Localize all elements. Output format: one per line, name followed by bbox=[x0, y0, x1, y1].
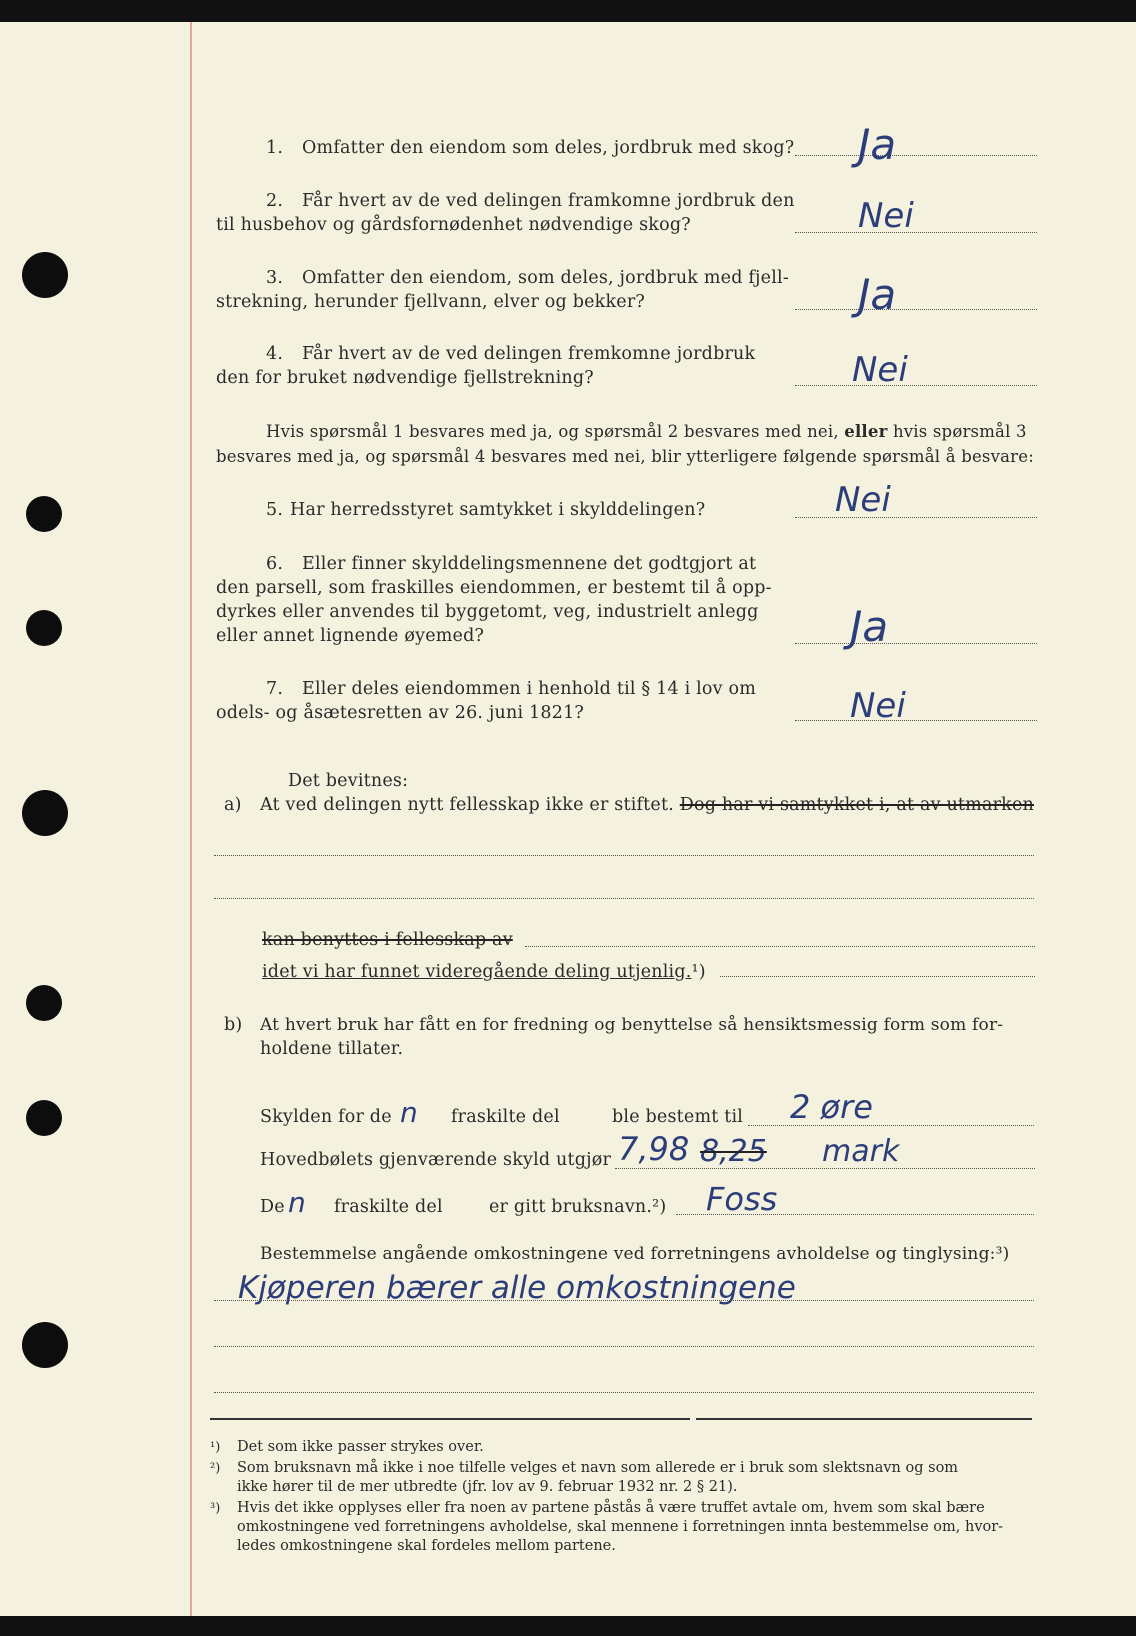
punch-hole bbox=[22, 790, 68, 836]
blank-line bbox=[214, 855, 1034, 856]
item-text: At ved delingen nytt fellesskap ikke er stiftet. bbox=[260, 795, 674, 815]
answer-handwritten: Nei bbox=[852, 350, 908, 390]
answer-line bbox=[795, 232, 1037, 233]
handwritten-value: Kjøperen bærer alle omkostningene bbox=[238, 1270, 796, 1306]
question-text: strekning, herunder fjellvann, elver og bekker? bbox=[216, 292, 645, 312]
condition-text: hvis spørsmål 3 bbox=[892, 422, 1027, 441]
question-number: 6. bbox=[266, 554, 284, 574]
answer-line bbox=[795, 643, 1037, 644]
footnote-text: Som bruksnavn må ikke i noe tilfelle velges et navn som allerede er i bruk som slektsnavn og som bbox=[237, 1460, 959, 1476]
scan-top-border bbox=[0, 0, 1136, 22]
question-number: 5. bbox=[266, 500, 284, 520]
handwritten-struck: 8,25 bbox=[700, 1134, 767, 1169]
field-label: Skylden for de bbox=[260, 1107, 392, 1127]
footnote-number: ²) bbox=[210, 1461, 221, 1476]
answer-line bbox=[676, 1214, 1034, 1215]
item-text: holdene tillater. bbox=[260, 1039, 404, 1059]
blank-line bbox=[214, 1392, 1034, 1393]
handwritten-value: 7,98 bbox=[618, 1130, 690, 1168]
question-number: 2. bbox=[266, 191, 284, 211]
scan-bottom-border bbox=[0, 1616, 1136, 1636]
answer-line bbox=[795, 155, 1037, 156]
struck-text: kan benyttes i fellesskap av bbox=[262, 930, 513, 950]
footnote-text: ikke hører til de mer utbredte (jfr. lov av 9. februar 1932 nr. 2 § 21). bbox=[237, 1479, 738, 1495]
question-number: 1. bbox=[266, 138, 284, 158]
blank-line bbox=[720, 976, 1035, 977]
handwritten-fill: n bbox=[400, 1096, 418, 1129]
answer-line bbox=[795, 720, 1037, 721]
field-label: Hovedbølets gjenværende skyld utgjør bbox=[260, 1150, 612, 1170]
footnote-text: Det som ikke passer strykes over. bbox=[237, 1439, 484, 1455]
item-label: a) bbox=[224, 795, 242, 815]
answer-handwritten: Nei bbox=[835, 480, 891, 520]
question-text: Får hvert av de ved delingen framkomne jordbruk den bbox=[302, 191, 795, 211]
question-text: Har herredsstyret samtykket i skylddelingen? bbox=[290, 500, 706, 520]
footnote-number: ³) bbox=[210, 1501, 221, 1516]
field-label: er gitt bruksnavn.²) bbox=[489, 1197, 667, 1217]
handwritten-value: 2 øre bbox=[790, 1088, 873, 1126]
item-text: At hvert bruk har fått en for fredning og benyttelse så hensiktsmessig form som for- bbox=[260, 1015, 1004, 1035]
question-text: odels- og åsætesretten av 26. juni 1821? bbox=[216, 703, 584, 723]
question-text: Eller finner skylddelingsmennene det godtgjort at bbox=[302, 554, 757, 574]
answer-handwritten: Ja bbox=[858, 120, 897, 169]
answer-handwritten: Ja bbox=[858, 270, 897, 319]
question-text: dyrkes eller anvendes til byggetomt, veg, industrielt anlegg bbox=[216, 602, 759, 622]
blank-line bbox=[525, 946, 1035, 947]
footnote-separator bbox=[210, 1418, 690, 1420]
question-text: Eller deles eiendommen i henhold til § 14 i lov om bbox=[302, 679, 757, 699]
footnote-ref: ¹) bbox=[691, 962, 706, 982]
handwritten-value: Foss bbox=[706, 1180, 778, 1218]
footnote-number: ¹) bbox=[210, 1440, 221, 1455]
question-text: den for bruket nødvendige fjellstrekning? bbox=[216, 368, 594, 388]
answer-line bbox=[748, 1125, 1034, 1126]
condition-text: Hvis spørsmål 1 besvares med ja, og spørsmål 2 besvares med nei, bbox=[266, 422, 839, 441]
question-number: 4. bbox=[266, 344, 284, 364]
punch-hole bbox=[22, 1322, 68, 1368]
answer-line bbox=[795, 309, 1037, 310]
field-label: fraskilte del bbox=[334, 1197, 443, 1217]
red-margin-line bbox=[190, 22, 192, 1616]
question-text: eller annet lignende øyemed? bbox=[216, 626, 485, 646]
question-text: Omfatter den eiendom som deles, jordbruk med skog? bbox=[302, 138, 795, 158]
footnote-text: ledes omkostningene skal fordeles mellom partene. bbox=[237, 1538, 616, 1554]
question-number: 7. bbox=[266, 679, 284, 699]
blank-line bbox=[214, 1346, 1034, 1347]
question-text: Får hvert av de ved delingen fremkomne jordbruk bbox=[302, 344, 756, 364]
footnote-separator bbox=[696, 1418, 1032, 1420]
blank-line bbox=[214, 898, 1034, 899]
punch-hole bbox=[22, 252, 68, 298]
answer-line bbox=[795, 385, 1037, 386]
condition-emphasis: eller bbox=[844, 422, 888, 441]
punch-hole bbox=[26, 496, 62, 532]
question-text: den parsell, som fraskilles eiendommen, er bestemt til å opp- bbox=[216, 578, 772, 598]
struck-text: Dog har vi samtykket i, at av utmarken bbox=[679, 795, 1034, 815]
question-text: Omfatter den eiendom, som deles, jordbruk med fjell- bbox=[302, 268, 789, 288]
answer-handwritten: Nei bbox=[850, 686, 906, 726]
section-heading: Det bevitnes: bbox=[288, 771, 409, 791]
field-label: De bbox=[260, 1197, 285, 1217]
answer-handwritten: Nei bbox=[858, 196, 914, 236]
question-number: 3. bbox=[266, 268, 284, 288]
handwritten-fill: n bbox=[288, 1186, 306, 1219]
field-label: ble bestemt til bbox=[612, 1107, 744, 1127]
answer-line bbox=[615, 1168, 1035, 1169]
blank-line bbox=[214, 1300, 1034, 1301]
struck-text: idet vi har funnet videregående deling utjenlig. bbox=[262, 962, 692, 982]
footnote-text: omkostningene ved forretningens avholdelse, skal mennene i forretningen innta bestemmelse om, hvor- bbox=[237, 1519, 1004, 1535]
footnote-text: Hvis det ikke opplyses eller fra noen av partene påstås å være truffet avtale om, hvem som skal bære bbox=[237, 1500, 985, 1516]
item-label: b) bbox=[224, 1015, 243, 1035]
answer-handwritten: Ja bbox=[850, 602, 889, 651]
answer-line bbox=[795, 517, 1037, 518]
punch-hole bbox=[26, 985, 62, 1021]
field-label: fraskilte del bbox=[451, 1107, 560, 1127]
field-label: Bestemmelse angående omkostningene ved forretningens avholdelse og tinglysing:³) bbox=[260, 1244, 1010, 1264]
condition-text: besvares med ja, og spørsmål 4 besvares med nei, blir ytterligere følgende spørsmål å besvare: bbox=[216, 447, 1034, 466]
handwritten-value: mark bbox=[822, 1134, 900, 1169]
question-text: til husbehov og gårdsfornødenhet nødvendige skog? bbox=[216, 215, 691, 235]
punch-hole bbox=[26, 610, 62, 646]
punch-hole bbox=[26, 1100, 62, 1136]
